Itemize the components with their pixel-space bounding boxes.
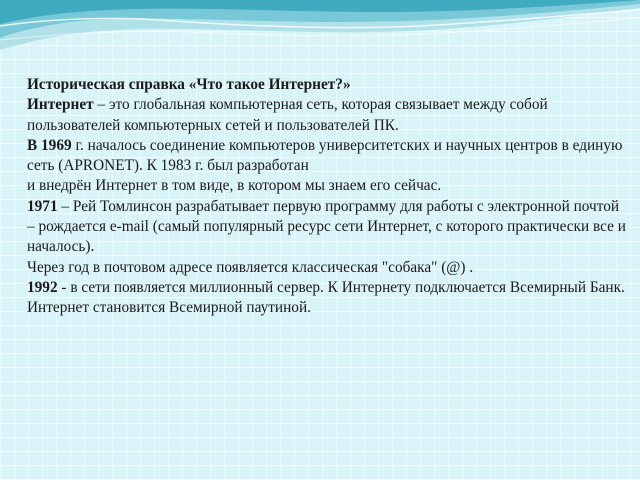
paragraph-1969 (27, 136, 627, 177)
paragraph-1971 (27, 197, 627, 258)
paragraph-internet-definition (27, 95, 627, 136)
lead-year: 1971 (27, 197, 58, 215)
paragraph-1983-continued (27, 176, 627, 196)
document-title: Историческая справка «Что такое Интернет?» (27, 76, 351, 93)
lead-term: Интернет (27, 96, 94, 114)
paragraph-text: – это глобальная компьютерная сеть, которая связывает между собой пользователей компьютерных сетей и пользователей ПК. (27, 96, 548, 134)
paragraph-text: Через год в почтовом адресе появляется классическая "собака" (@) . (27, 258, 474, 276)
paragraph-text: и внедрён Интернет в том виде, в котором мы знаем его сейчас. (27, 177, 442, 195)
paragraph-text: - в сети появляется миллионный сервер. К Интернету подключается Всемирный Банк. Интернет становится Всемирной паутиной. (27, 278, 625, 317)
lead-year: 1992 (27, 278, 58, 296)
paragraph-text: г. началось соединение компьютеров университетских и научных центров в единую сеть (APRONET). К 1983 г. был разработан (27, 136, 623, 175)
paragraph-at-sign (27, 258, 627, 278)
header-wave-decoration (0, 0, 640, 80)
paragraph-1992 (27, 278, 627, 319)
lead-year: В 1969 (27, 136, 72, 154)
paragraph-text: – Рей Томлинсон разрабатывает первую программу для работы с электронной почтой – рождается e-mail (самый популярный ресурс сети Интернет, с которого практически все и началось). (27, 197, 626, 256)
history-text-block (27, 75, 627, 319)
